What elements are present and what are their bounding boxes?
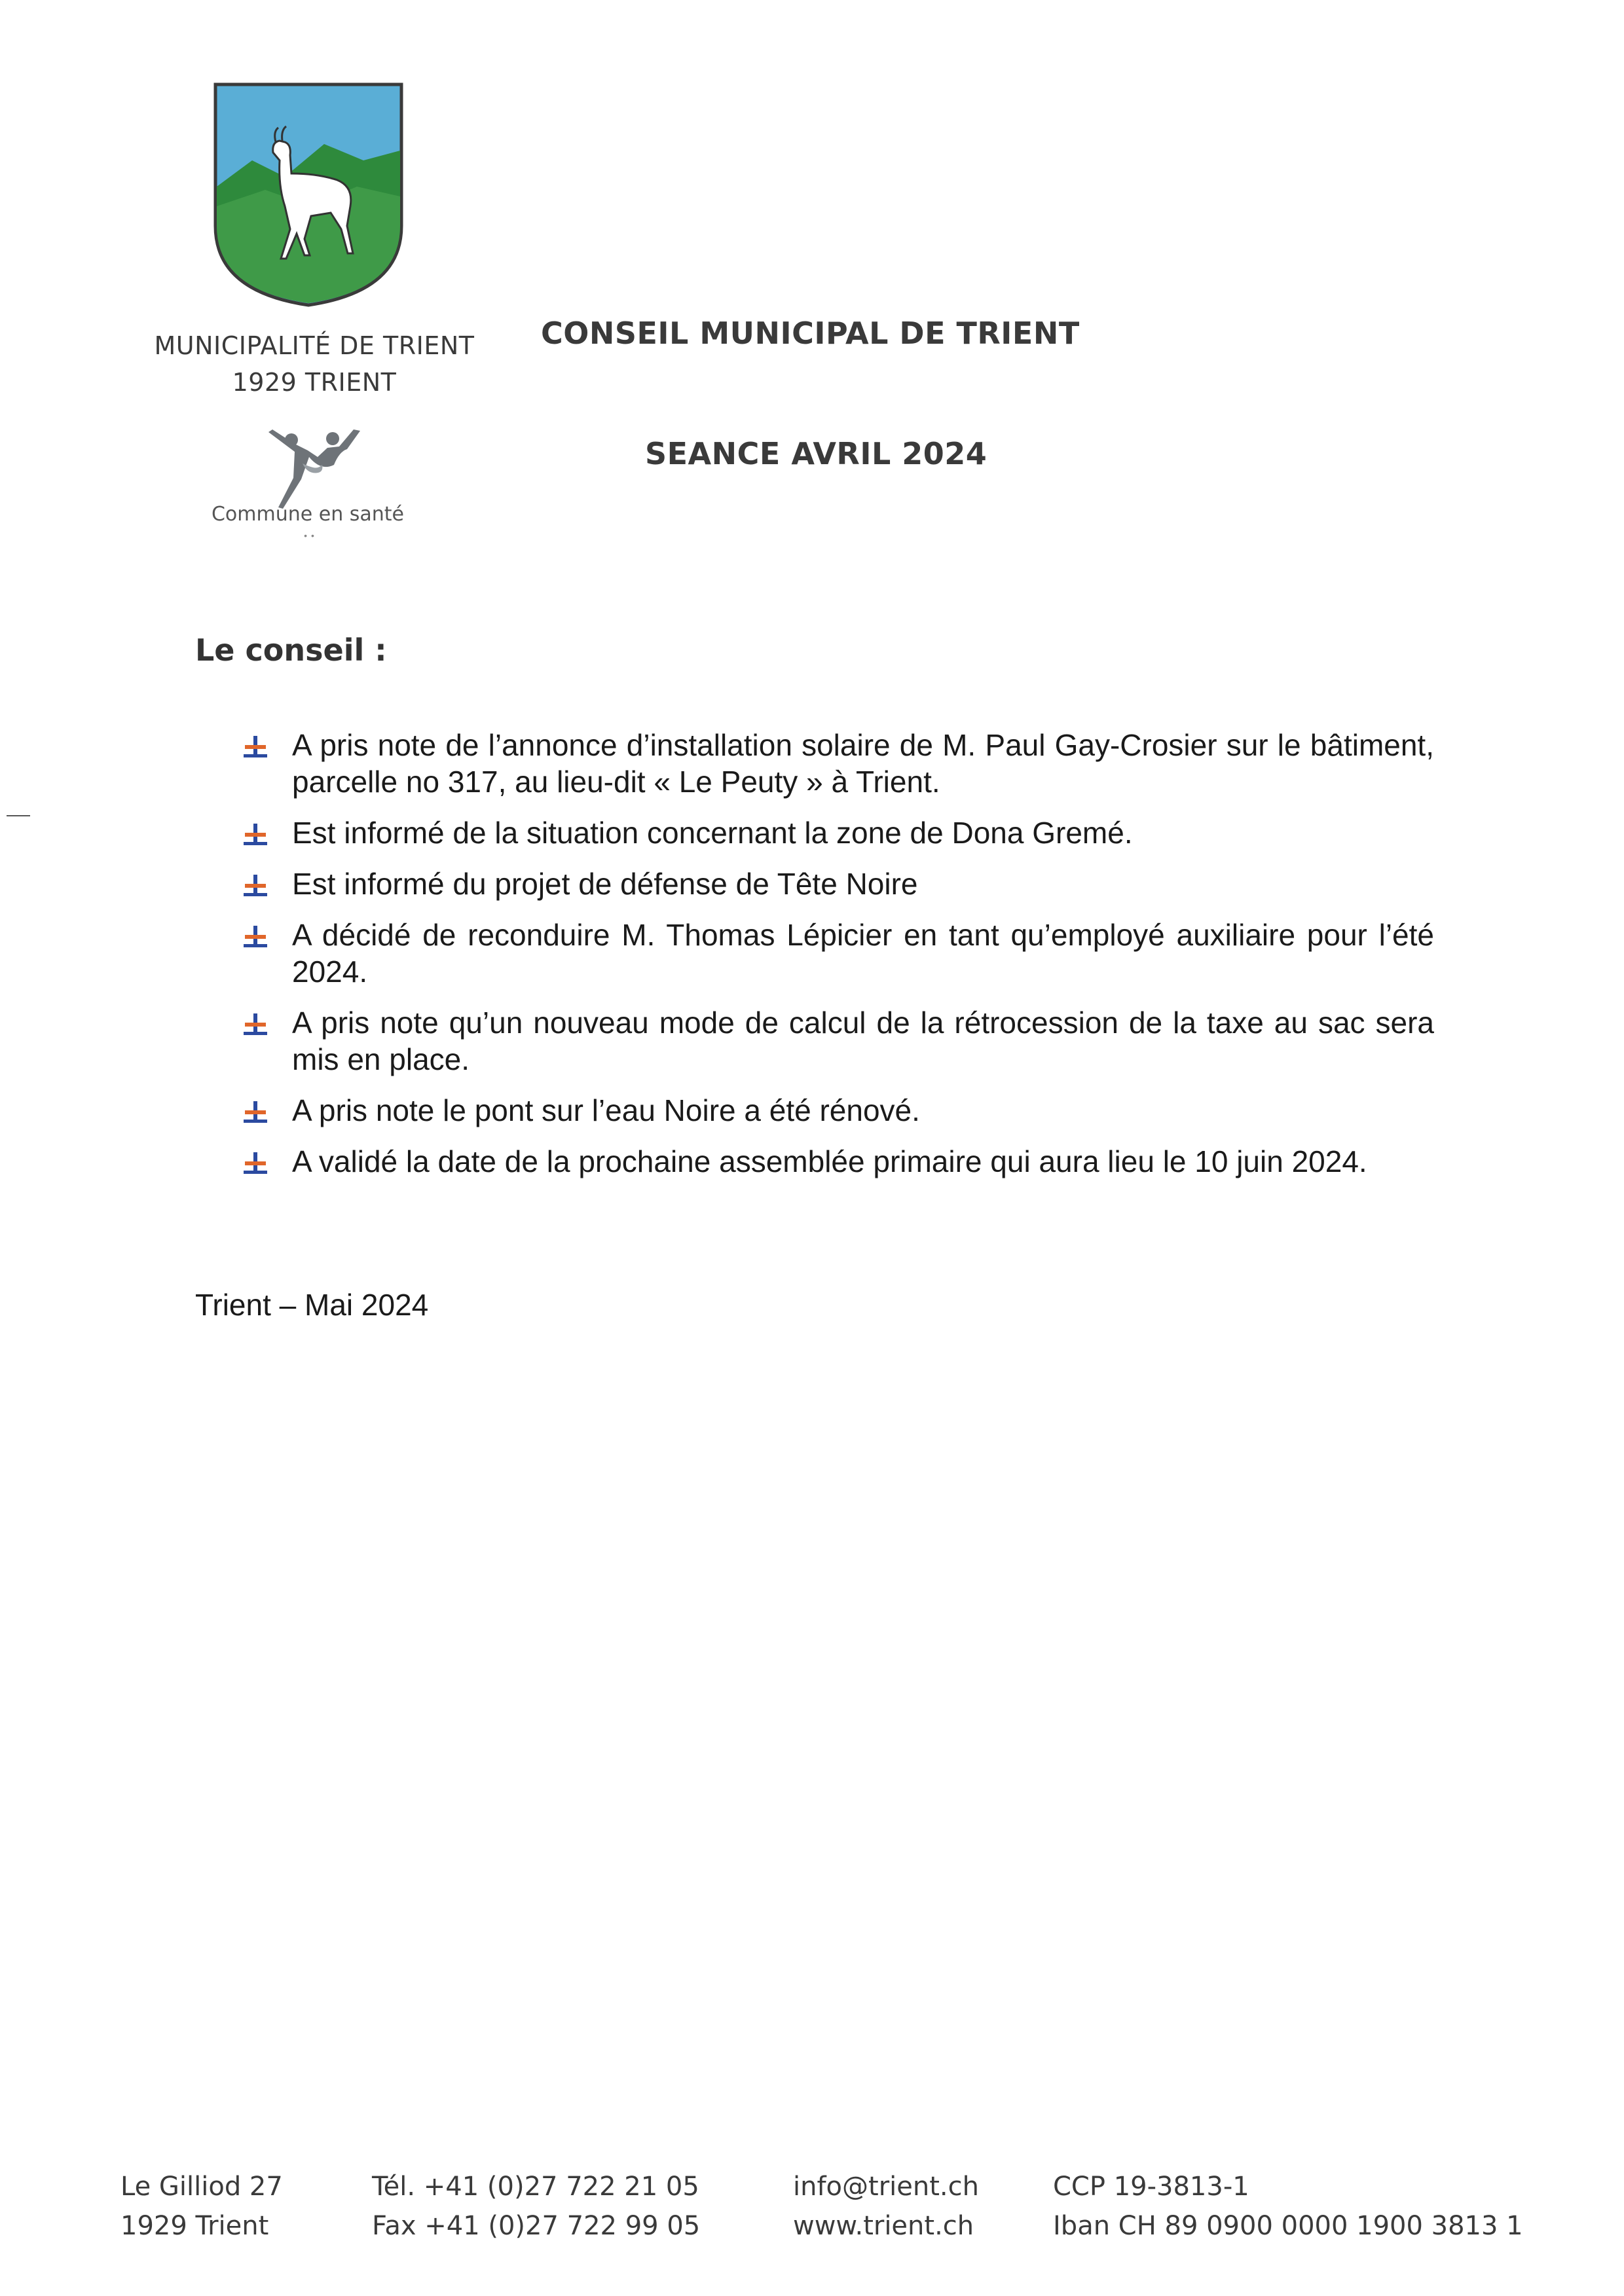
list-item (242, 866, 1434, 902)
list-item-text: A pris note qu’un nouveau mode de calcul de la rétrocession de la taxe au sac sera mis en place. (292, 1006, 1434, 1076)
list-item-text: Est informé du projet de défense de Tête Noire (292, 867, 918, 901)
list-item (242, 814, 1434, 851)
footer-address (120, 2167, 283, 2246)
decisions-list (242, 727, 1434, 1194)
place-date-signoff: Trient – Mai 2024 (195, 1288, 429, 1322)
list-item-text: A décidé de reconduire M. Thomas Lépicier en tant qu’employé auxiliaire pour l’été 2024. (292, 918, 1434, 989)
arrow-bullet-icon (242, 1150, 268, 1176)
municipality-name-line2: 1929 TRIENT (232, 368, 397, 397)
footer-address-line1: Le Gilliod 27 (120, 2172, 283, 2202)
arrow-bullet-icon (242, 821, 268, 847)
margin-fold-mark (7, 815, 30, 816)
footer-website-link[interactable]: www.trient.ch (793, 2211, 974, 2241)
list-item-text: Est informé de la situation concernant la zone de Dona Gremé. (292, 816, 1133, 850)
footer-contact-block (793, 2167, 979, 2246)
footer-address-line2: 1929 Trient (120, 2211, 269, 2241)
commune-en-sante-logo (255, 426, 367, 511)
footer-email-link[interactable]: info@trient.ch (793, 2172, 979, 2202)
municipality-name (131, 327, 498, 401)
list-item (242, 1143, 1434, 1180)
page-title: CONSEIL MUNICIPAL DE TRIENT (541, 316, 1080, 351)
municipality-crest-logo (213, 82, 404, 308)
commune-en-sante-label: Commune en santé (211, 503, 405, 526)
arrow-bullet-icon (242, 1011, 268, 1037)
list-item (242, 1092, 1434, 1129)
session-subtitle: SEANCE AVRIL 2024 (645, 436, 987, 471)
footer-iban: Iban CH 89 0900 0000 1900 3813 1 (1053, 2211, 1523, 2241)
footer-bank-block (1053, 2167, 1523, 2246)
footer-phone: Tél. +41 (0)27 722 21 05 (372, 2172, 699, 2202)
footer-phone-block (372, 2167, 700, 2246)
list-item-text: A pris note de l’annonce d’installation solaire de M. Paul Gay-Crosier sur le bâtiment, parcelle no 317, au lieu-dit « Le Peuty » à Trient. (292, 728, 1434, 799)
list-item-text: A pris note le pont sur l’eau Noire a été rénové. (292, 1093, 920, 1127)
section-heading: Le conseil : (195, 632, 387, 668)
list-item (242, 917, 1434, 990)
arrow-bullet-icon (242, 733, 268, 759)
footer-fax: Fax +41 (0)27 722 99 05 (372, 2211, 701, 2241)
arrow-bullet-icon (242, 923, 268, 949)
arrow-bullet-icon (242, 1099, 268, 1125)
list-item (242, 1004, 1434, 1078)
arrow-bullet-icon (242, 872, 268, 898)
footer-ccp: CCP 19-3813-1 (1053, 2172, 1249, 2202)
sante-dots-decoration: •• (304, 530, 318, 541)
list-item (242, 727, 1434, 800)
list-item-text: A validé la date de la prochaine assemblée primaire qui aura lieu le 10 juin 2024. (292, 1144, 1367, 1178)
municipality-name-line1: MUNICIPALITÉ DE TRIENT (154, 331, 475, 360)
